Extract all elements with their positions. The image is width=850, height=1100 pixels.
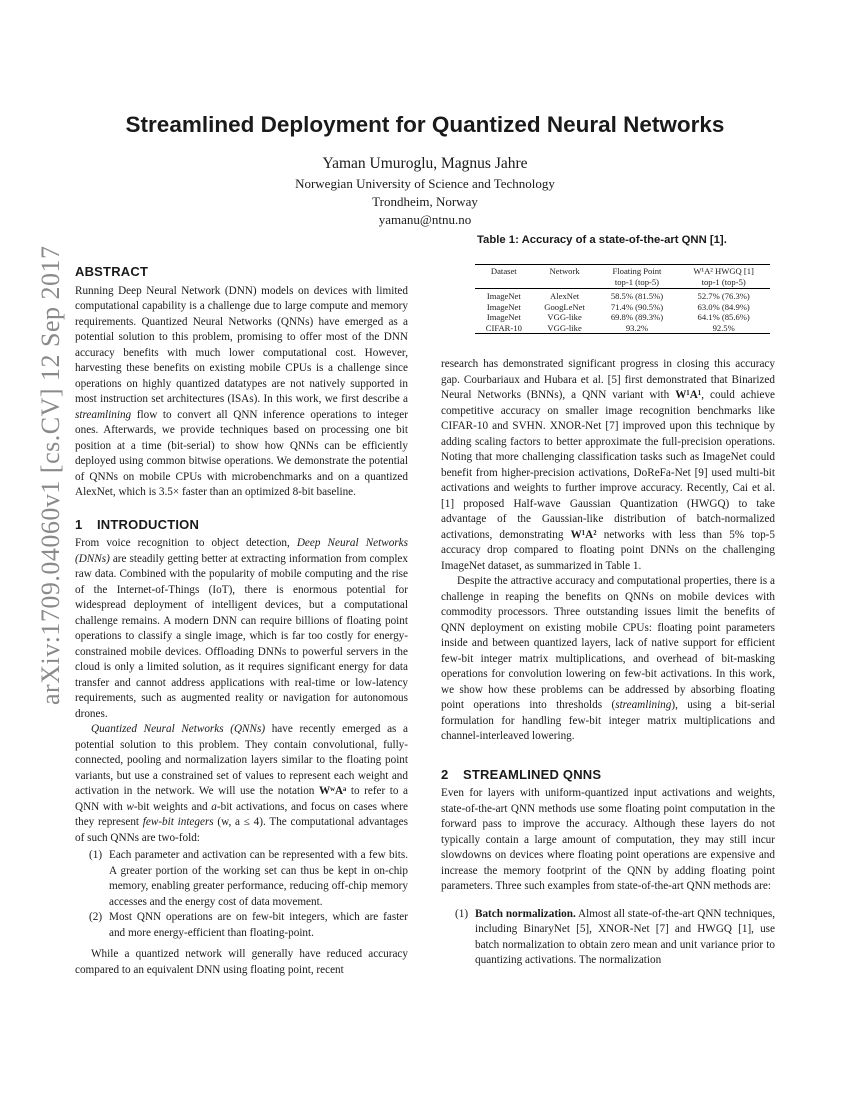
section2-paragraph-1: Even for layers with uniform-quantized input activations and weights, state-of-the-art QNN methods use some floating point computation in the forward pass to improve the accuracy. Although these layers do not typically contain a large amount of computation, they may still incur slowdowns on devices where floating point operations are expensive and increase the memory footprint of the QNN by adding floating point parameters. Three such examples from state-of-the-art QNN methods are: xyxy=(441,787,775,892)
list-item xyxy=(75,848,408,910)
accuracy-table xyxy=(475,264,770,334)
table-cell: 92.5% xyxy=(712,322,735,333)
intro-paragraph-1 xyxy=(75,536,408,722)
right-p1-b: , could achieve competitive accuracy on smaller image recognition benchmarks like CIFAR-10 and SVHN. XNOR-Net [7] improved upon this technique by adding scaling factors to better approximate the full-precision operations. Noting that more challenging classification tasks such as ImageNet could benefit from higher-precision activations, DoReFa-Net [9] used multi-bit activations and weights to further improve accuracy. Recently, Cai et al. [1] proposed Half-wave Gaussian Quantization (HWGQ) to take advantage of the Gaussian-like distribution of batch-normalized activations, demonstrating xyxy=(441,389,776,541)
table-row xyxy=(475,323,770,334)
paper-title: Streamlined Deployment for Quantized Neural Networks xyxy=(125,112,725,137)
list-marker: (2) xyxy=(89,911,103,923)
notation: W¹A² xyxy=(570,528,597,541)
right-p2-em: streamlining xyxy=(615,699,672,711)
location: Trondheim, Norway xyxy=(372,194,478,209)
table-caption: Table 1: Accuracy of a state-of-the-art QNN [1]. xyxy=(477,234,727,246)
right-p2-b: ), using a bit-serial formulation for handling few-bit integer matrix multiplications and channel-interleaved lowering. xyxy=(441,699,775,742)
table-cell: 52.7% (76.3%) xyxy=(697,291,750,301)
right-p1-c: networks with less than 5% top-5 accuracy drop compared to floating point DNNs on the challenging ImageNet dataset, as summarized in Table 1. xyxy=(441,528,775,572)
list-item-text: Each parameter and activation can be represented with a few bits. A greater portion of the working set can thus be kept in on-chip memory, enabling greater performance, reducing off-chip memory accesses and the energy cost of data movement. xyxy=(109,849,408,908)
table-cell: ImageNet xyxy=(486,312,521,322)
right-p2-a: Despite the attractive accuracy and computational properties, there is a challenge in reaping the benefits on QNNs on mobile devices with commodity processors. Three outstanding issues limit the benefits of QNN deployment on existing mobile CPUs: floating point parameters inside and between quantized layers, lack of native support for efficient few-bit integer matrix multiplications, and overhead of bit-masking operations for convolution lowering on few-bit activations. In this work, we show how these problems can be addressed by absorbing floating point operations into thresholds ( xyxy=(441,575,775,711)
intro-number: 1 xyxy=(75,516,83,532)
right-p1-a: research has demonstrated significant progress in closing this accuracy gap. Courbariaux and Hubara et al. [5] first demonstrated that Binarized Neural Networks (BNNs), a QNN variant with xyxy=(441,358,775,401)
table-row xyxy=(475,302,770,313)
intro-p2-c: -bit weights and xyxy=(133,800,212,813)
email: yamanu@ntnu.no xyxy=(378,212,472,227)
list-item xyxy=(75,910,408,941)
table-cell: 63.0% (84.9%) xyxy=(697,301,750,312)
section2-number: 2 xyxy=(441,766,449,782)
table-header xyxy=(597,265,678,289)
intro-paragraph-2 xyxy=(75,722,408,846)
intro-p2-em: Quantized Neural Networks (QNNs) xyxy=(91,723,266,735)
right-paragraph-2 xyxy=(441,574,775,745)
intro-p2-a2: a xyxy=(211,800,217,813)
header-line: top-1 (top-5) xyxy=(701,276,746,287)
abstract-text-2: flow to convert all QNN inference operations to integer ones. Afterwards, we provide techniques based on processing one bit position at a time (bit-serial) to show how QNNs can be efficiently deployed using common bitwise operations. We demonstrate the potential of QNNs on mobile CPUs with microbenchmarks and on a quantized AlexNet, which is 3.5× faster than an optimized 8-bit baseline. xyxy=(75,408,408,498)
table-header xyxy=(677,265,770,289)
header-line: top-1 (top-5) xyxy=(614,276,660,287)
list-item-text: Most QNN operations are on few-bit integers, which are faster and more energy-efficient than floating-point. xyxy=(109,911,408,939)
header-line: Floating Point xyxy=(612,266,662,276)
table-cell: 64.1% (85.6%) xyxy=(697,312,750,322)
list-item xyxy=(441,907,775,969)
intro-p2-em2: few-bit integers xyxy=(142,816,214,828)
list-item-bold: Batch normalization. xyxy=(475,907,576,920)
table-row xyxy=(475,312,770,323)
table-cell: AlexNet xyxy=(550,291,580,301)
list-marker: (1) xyxy=(455,907,469,920)
abstract-text-1: Running Deep Neural Network (DNN) models on devices with limited computational capability is a challenge due to large compute and memory requirements. Quantized Neural Networks (QNNs) have emerged as a potential solution to this problem, promising to offer most of the DNN accuracy benefits with much lower computational cost. However, harvesting these benefits on existing mobile CPUs is a challenge since operations on highly quantized datatypes are not natively supported in most instruction set architectures (ISAs). In this work, we first describe a xyxy=(75,284,408,405)
intro-p2-e: (w, a ≤ 4). The computational advantages of such QNNs are two-fold: xyxy=(75,816,408,844)
authors: Yaman Umuroglu, Magnus Jahre xyxy=(322,155,528,172)
table-header: Dataset xyxy=(490,266,517,276)
left-column xyxy=(75,264,408,978)
table-cell: 58.5% (81.5%) xyxy=(610,291,664,301)
table-cell: GoogLeNet xyxy=(544,301,585,312)
intro-p1-em: Deep Neural Networks (DNNs) xyxy=(75,537,408,565)
affiliation-block xyxy=(0,175,850,229)
abstract-emph: streamlining xyxy=(75,408,132,421)
table-cell: 71.4% (90.5%) xyxy=(610,301,664,312)
intro-list xyxy=(75,848,408,941)
right-paragraph-1 xyxy=(441,357,775,574)
table-cell: VGG-like xyxy=(547,312,582,322)
affiliation: Norwegian University of Science and Technology xyxy=(295,176,555,191)
table-cell: CIFAR-10 xyxy=(485,322,522,333)
table-cell: ImageNet xyxy=(486,291,521,301)
table-cell: 69.8% (89.3%) xyxy=(610,312,664,322)
right-column xyxy=(441,357,775,969)
table-cell: 93.2% xyxy=(625,322,649,333)
section2-heading xyxy=(441,767,775,783)
intro-paragraph-3: While a quantized network will generally have reduced accuracy compared to an equivalent DNN using floating point, recent xyxy=(75,948,408,976)
abstract-text xyxy=(75,284,408,501)
header-line: W¹A² HWGQ [1] xyxy=(693,266,754,276)
arxiv-stamp-text: arXiv:1709.04060v1 [cs.CV] 12 Sep 2017 xyxy=(36,245,65,705)
intro-p2-b: to refer to a QNN with xyxy=(75,785,408,813)
table-cell: VGG-like xyxy=(547,322,582,333)
intro-title: INTRODUCTION xyxy=(97,516,200,532)
abstract-heading: ABSTRACT xyxy=(75,264,149,279)
section2-title: STREAMLINED QNNS xyxy=(463,766,602,782)
intro-p1-b: are steadily getting better at extracting information from complex raw data. Combined with the popularity of mobile computing and the rise of the Internet-of-Things (IoT), there is enormous potential for widespread deployment of intelligent devices, but a computational challenge remains. A modern DNN can require billions of floating point operations to classify a single image, which is far too costly for energy-constrained mobile devices. Offloading DNNs to powerful servers in the cloud is only a limited solution, as it requires significant energy for data transfer and cannot address applications with real-time or low-latency requirements, such as augmented reality or navigation for autonomous drones. xyxy=(75,552,408,720)
intro-p2-notation: WʷAᵃ xyxy=(318,785,347,797)
table-cell: ImageNet xyxy=(486,301,521,312)
intro-heading xyxy=(75,517,408,533)
section2-list xyxy=(441,907,775,969)
intro-p2-d: -bit activations, and focus on cases where they represent xyxy=(75,800,408,828)
notation: W¹A¹ xyxy=(675,389,702,401)
intro-p1-a: From voice recognition to object detection, xyxy=(75,537,297,549)
table-header-row xyxy=(475,265,770,289)
intro-p2-w: w xyxy=(126,800,134,813)
list-item-text: Almost all state-of-the-art QNN techniques, including BinaryNet [5], XNOR-Net [7] and HWGQ [1], use batch normalization to obtain zero mean and unit variance prior to quantizing activations. The normalization xyxy=(475,907,775,966)
table-header: Network xyxy=(549,266,580,276)
list-marker: (1) xyxy=(89,849,103,861)
table-row xyxy=(475,289,770,302)
intro-p2-a: have recently emerged as a potential solution to this problem. They contain convolutional, fully-connected, pooling and normalization layers similar to the floating point variants, but use a constrained set of values to represent each weight and activation in the network. We will use the notation xyxy=(75,723,408,797)
